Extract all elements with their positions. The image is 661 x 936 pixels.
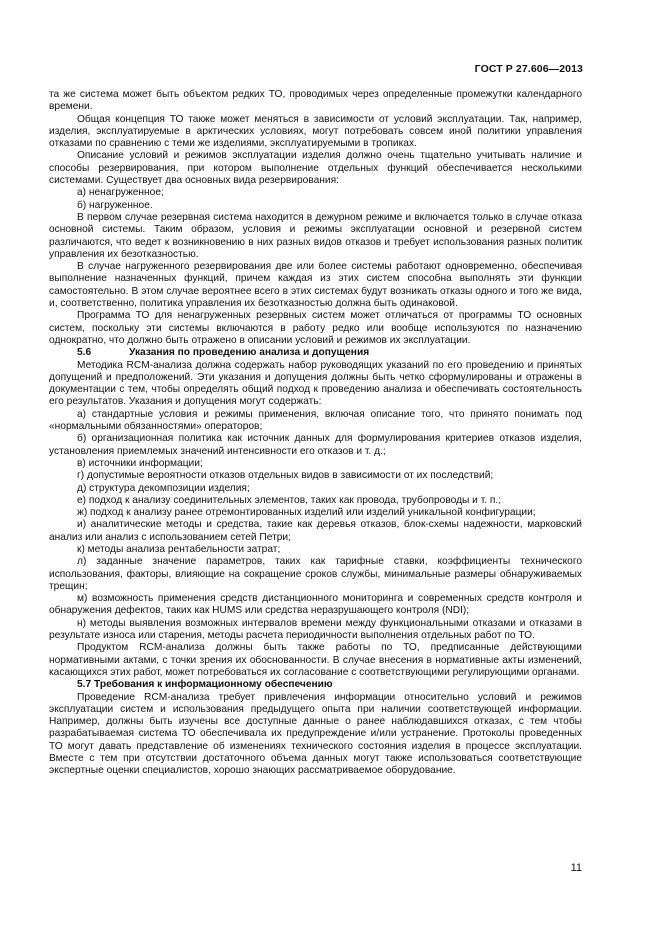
list-item: а) ненагруженное; (77, 187, 164, 199)
list-item: и) аналитические методы и средства, такие как деревья отказов, блок-схемы надежности, марковский анализ или анализ с использованием сетей Петри; (49, 519, 582, 543)
list-item: г) допустимые вероятности отказов отдельных видов в зависимости от их последствий; (77, 470, 494, 482)
paragraph: Общая концепция ТО также может меняться в зависимости от условий эксплуатации. Так, например, изделия, эксплуатируемые в арктических условиях, могут потребовать совсем иной политики управления отказами по сравнению с теми же изделиями, эксплуатируемыми в тропиках. (49, 113, 582, 150)
document-standard-header: ГОСТ Р 27.606—2013 (474, 63, 583, 75)
document-body (49, 89, 582, 778)
list-item: б) нагруженное. (77, 199, 153, 211)
section-heading-5-6 (49, 347, 582, 359)
list-item: к) методы анализа рентабельности затрат; (77, 543, 281, 555)
section-number: 5.6 (77, 347, 92, 359)
paragraph: Программа ТО для ненагруженных резервных систем может отличаться от программы ТО основных систем, поскольку эти системы включаются в работу редко или вообще используются по назначению однократно, что должно быть отражено в описании условий и режимов их эксплуатации. (49, 310, 582, 346)
list-item: н) методы выявления возможных интервалов времени между функциональными отказами и отказами в результате износа или старения, методы расчета периодичности выполнения отдельных работ по ТО. (49, 617, 582, 642)
list-item: д) структура декомпозиции изделия; (77, 482, 250, 494)
paragraph: В случае нагруженного резервирования две или более системы работают одновременно, обеспечивая выполнение назначенных функций, причем каждая из этих систем способна выполнять эти функции самостоятельно. В этом случае вероятнее всего в этих системах будут возникать отказы одного и того же вида, и, соответственно, политика управления их безотказностью должна быть одинаковой. (49, 261, 582, 310)
list-item: в) источники информации; (77, 457, 203, 469)
list-item: б) организационная политика как источник данных для формулирования критериев отказов изделия, установления приемлемых значений интенсивности его отказов и т. д.; (49, 433, 582, 457)
paragraph: В первом случае резервная система находится в дежурном режиме и включается только в случае отказа основной системы. Таким образом, условия и режимы эксплуатации основной и резервной систем различаются, что ведет к возникновению в них разных видов отказов и требует использования разных политик управления их безотказностью. (49, 211, 582, 260)
list-item: л) заданные значение параметров, таких как тарифные ставки, коэффициенты технического использования, факторы, влияющие на сокращение сроков службы, минимальные размеры обнаруживаемых трещин; (49, 556, 582, 592)
paragraph: Методика RCM-анализа должна содержать набор руководящих указаний по его проведению и принятых допущений и предположений. Эти указания и допущения должны быть четко сформулированы и отражены в документации с тем, чтобы определять общий подход к проведению анализа и обеспечивать состоятельность его результатов. Указания и допущения могут содержать: (49, 359, 582, 408)
list-item: ж) подход к анализу ранее отремонтированных изделий или изделий уникальной конфигурации; (77, 507, 536, 519)
paragraph: Продуктом RCM-анализа должны быть также работы по ТО, предписанные действующими нормативными актами, с точки зрения их обоснованности. В случае внесения в нормативные акты изменений, касающихся этих работ, может потребоваться их согласование с соответствующими регулирующими органами. (49, 642, 582, 678)
section-title: Указания по проведению анализа и допущения (129, 347, 370, 359)
list-item: е) подход к анализу соединительных элементов, таких как провода, трубопроводы и т. п.; (77, 494, 502, 506)
section-heading-5-7 (49, 679, 582, 691)
list-item: а) стандартные условия и режимы применения, включая описание того, что принято понимать под «нормальными обязанностями» операторов; (49, 408, 582, 433)
page-number: 11 (570, 862, 582, 874)
paragraph: та же система может быть объектом редких ТО, проводимых через определенные промежутки календарного времени. (49, 89, 582, 113)
section-number: 5.7 (77, 679, 92, 691)
paragraph: Проведение RCM-анализа требует привлечения информации относительно условий и режимов эксплуатации систем и использования предыдущего опыта при наличии соответствующей информации. Например, должны быть изучены все доступные данные о ранее наблюдавшихся отказах, с тем чтобы разрабатываемая система ТО обеспечивала их предупреждение и/или устранение. Протоколы проведенных ТО могут давать представление об изменениях технического состояния изделия в процессе эксплуатации. Вместе с тем при отсутствии достаточного объема данных могут также использоваться соответствующие экспертные оценки специалистов, хорошо знающих рассматриваемое оборудование. (49, 691, 582, 777)
list-item: м) возможность применения средств дистанционного мониторинга и современных средств контроля и обнаружения дефектов, таких как HUMS или средства неразрушающего контроля (NDI); (49, 593, 582, 617)
paragraph: Описание условий и режимов эксплуатации изделия должно очень тщательно учитывать наличие и способы резервирования, при котором выполнение отдельных функций обеспечивается несколькими системами. Существует два основных вида резервирования: (49, 150, 582, 187)
section-title: Требования к информационному обеспечению (94, 679, 333, 691)
